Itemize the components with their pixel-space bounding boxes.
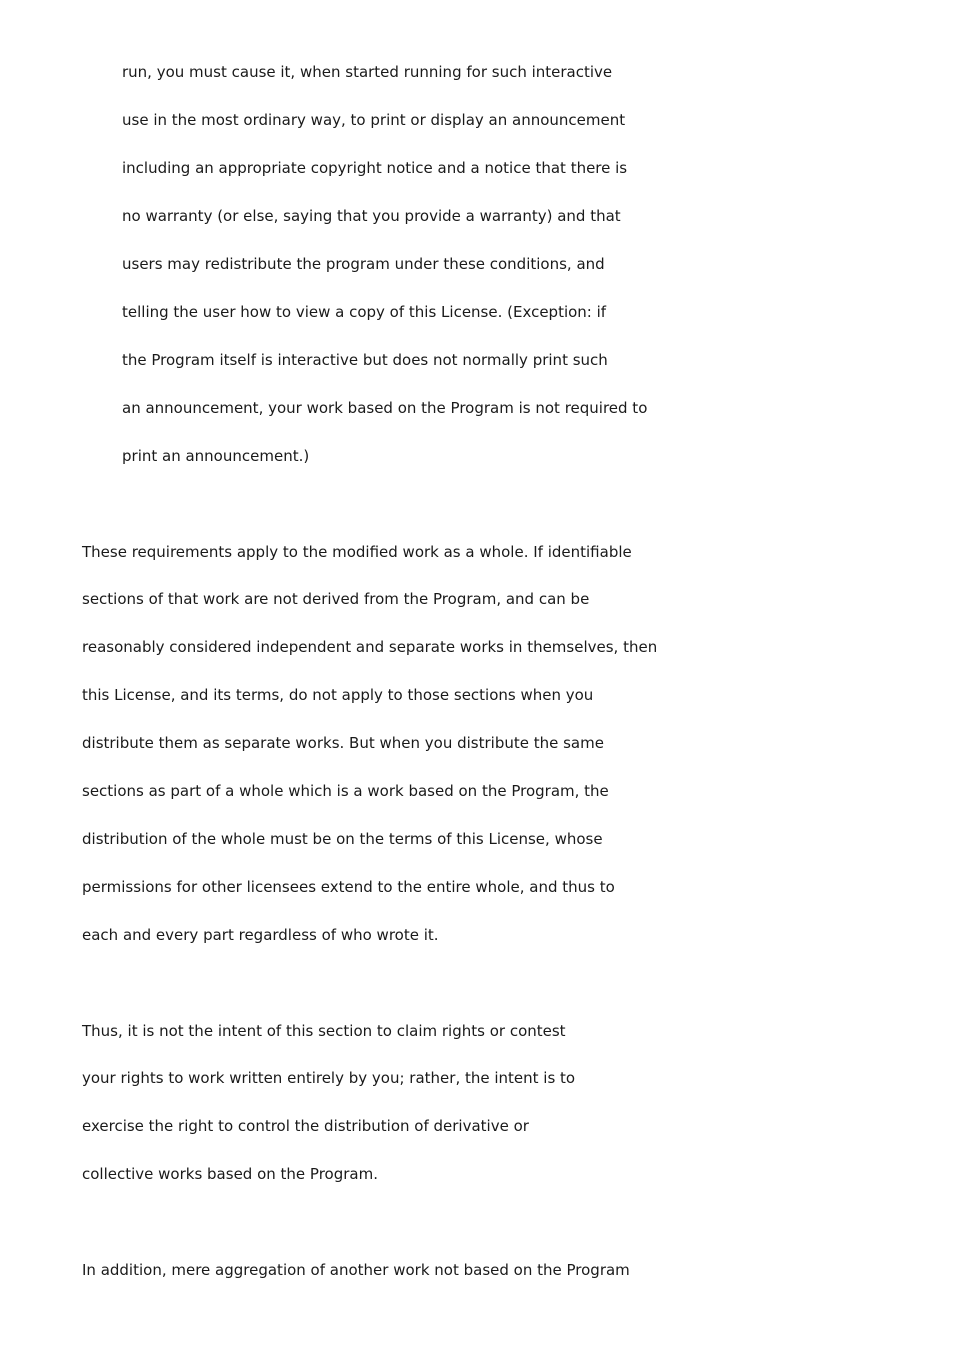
text-line: run, you must cause it, when started running for such interactive xyxy=(122,63,613,81)
text-line: your rights to work written entirely by you; rather, the intent is to xyxy=(82,1069,576,1087)
text-line: distribution of the whole must be on the terms of this License, whose xyxy=(82,830,603,848)
text-line: the Program itself is interactive but does not normally print such xyxy=(122,351,608,369)
text-line: print an announcement.) xyxy=(122,447,310,465)
text-line: collective works based on the Program. xyxy=(82,1165,378,1183)
text-line: use in the most ordinary way, to print or display an announcement xyxy=(122,111,626,129)
text-line: an announcement, your work based on the Program is not required to xyxy=(122,399,648,417)
text-line: distribute them as separate works. But when you distribute the same xyxy=(82,734,604,752)
text-line: These requirements apply to the modified work as a whole. If identifiable xyxy=(82,543,632,561)
text-line: exercise the right to control the distribution of derivative or xyxy=(82,1117,529,1135)
text-line: sections of that work are not derived from the Program, and can be xyxy=(82,590,590,608)
text-line: reasonably considered independent and separate works in themselves, then xyxy=(82,638,658,656)
text-line: sections as part of a whole which is a work based on the Program, the xyxy=(82,782,609,800)
text-line: no warranty (or else, saying that you provide a warranty) and that xyxy=(122,207,621,225)
text-line: each and every part regardless of who wrote it. xyxy=(82,926,439,944)
text-line: permissions for other licensees extend to the entire whole, and thus to xyxy=(82,878,615,896)
text-line: In addition, mere aggregation of another work not based on the Program xyxy=(82,1261,630,1279)
text-line: Thus, it is not the intent of this section to claim rights or contest xyxy=(82,1022,566,1040)
text-line: this License, and its terms, do not apply to those sections when you xyxy=(82,686,594,704)
text-line: including an appropriate copyright notice and a notice that there is xyxy=(122,159,628,177)
text-line: users may redistribute the program under these conditions, and xyxy=(122,255,605,273)
text-line: telling the user how to view a copy of this License. (Exception: if xyxy=(122,303,607,321)
